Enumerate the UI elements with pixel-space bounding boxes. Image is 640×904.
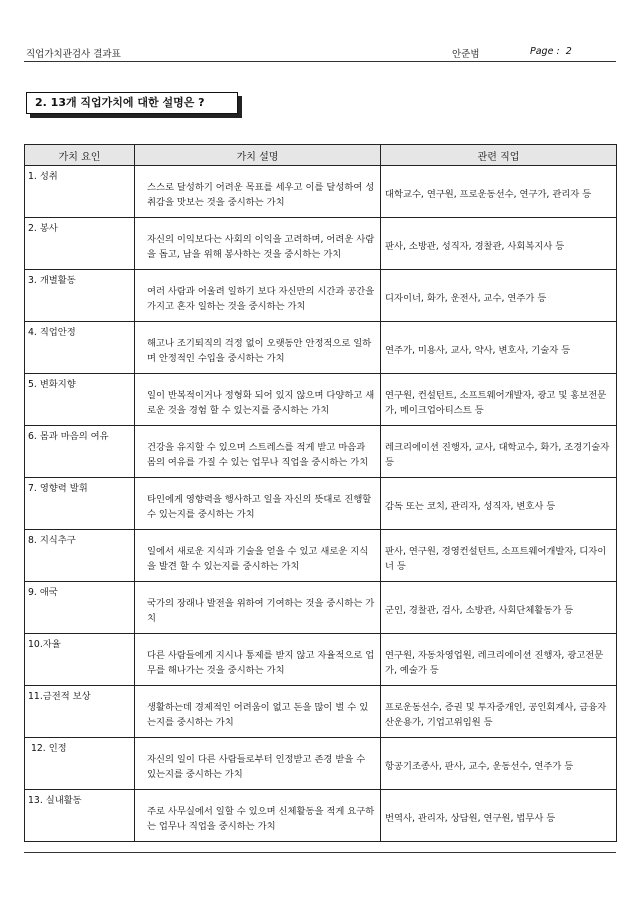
footer-divider bbox=[24, 852, 616, 853]
value-factor: 12. 인정 bbox=[25, 738, 135, 790]
table-row bbox=[25, 582, 617, 634]
value-factor: 4. 직업안정 bbox=[25, 322, 135, 374]
value-description: 자신의 이익보다는 사회의 이익을 고려하며, 어려운 사람을 돕고, 남을 위해 봉사하는 것을 중시하는 가치 bbox=[135, 218, 381, 270]
table-row bbox=[25, 322, 617, 374]
value-factor: 3. 개별활동 bbox=[25, 270, 135, 322]
value-description: 국가의 장래나 발전을 위하여 기여하는 것을 중시하는 가치 bbox=[135, 582, 381, 634]
related-jobs: 대학교수, 연구원, 프로운동선수, 연구가, 관리자 등 bbox=[381, 166, 617, 218]
table-row bbox=[25, 218, 617, 270]
values-table bbox=[24, 144, 617, 842]
value-description: 생활하는데 경제적인 어려움이 없고 돈을 많이 벌 수 있는지를 중시하는 가치 bbox=[135, 686, 381, 738]
column-header-description: 가치 설명 bbox=[135, 145, 381, 166]
column-header-jobs: 관련 직업 bbox=[381, 145, 617, 166]
table-row bbox=[25, 374, 617, 426]
value-description: 해고나 조기퇴직의 걱정 없이 오랫동안 안정적으로 일하며 안정적인 수입을 중시하는 가치 bbox=[135, 322, 381, 374]
table-row bbox=[25, 738, 617, 790]
related-jobs: 감독 또는 코치, 관리자, 성직자, 변호사 등 bbox=[381, 478, 617, 530]
value-factor: 10.자율 bbox=[25, 634, 135, 686]
value-description: 주로 사무실에서 일할 수 있으며 신체활동을 적게 요구하는 업무나 직업을 중시하는 가치 bbox=[135, 790, 381, 842]
value-factor: 13. 실내활동 bbox=[25, 790, 135, 842]
table-row bbox=[25, 478, 617, 530]
value-factor: 1. 성취 bbox=[25, 166, 135, 218]
value-description: 일이 반복적이거나 정형화 되어 있지 않으며 다양하고 새로운 것을 경험 할 수 있는지를 중시하는 가치 bbox=[135, 374, 381, 426]
page-label: Page : bbox=[530, 46, 560, 57]
related-jobs: 판사, 연구원, 경영컨설턴트, 소프트웨어개발자, 디자이너 등 bbox=[381, 530, 617, 582]
page-indicator bbox=[530, 46, 572, 57]
table-row bbox=[25, 634, 617, 686]
related-jobs: 연주가, 미용사, 교사, 약사, 변호사, 기술자 등 bbox=[381, 322, 617, 374]
table-row bbox=[25, 790, 617, 842]
related-jobs: 연구원, 컨설턴트, 소프트웨어개발자, 광고 및 홍보전문가, 메이크업아티스트 등 bbox=[381, 374, 617, 426]
value-factor: 8. 지식추구 bbox=[25, 530, 135, 582]
table-row bbox=[25, 530, 617, 582]
column-header-factor: 가치 요인 bbox=[25, 145, 135, 166]
header-divider bbox=[24, 61, 616, 62]
section-title: 2. 13개 직업가치에 대한 설명은 ? bbox=[26, 92, 238, 114]
table-row bbox=[25, 270, 617, 322]
related-jobs: 디자이너, 화가, 운전사, 교수, 연주가 등 bbox=[381, 270, 617, 322]
related-jobs: 레크리에이션 진행자, 교사, 대학교수, 화가, 조경기술자 등 bbox=[381, 426, 617, 478]
value-description: 스스로 달성하기 어려운 목표를 세우고 이를 달성하여 성취감을 맛보는 것을 중시하는 가치 bbox=[135, 166, 381, 218]
related-jobs: 판사, 소방관, 성직자, 경찰관, 사회복지사 등 bbox=[381, 218, 617, 270]
value-description: 자신의 일이 다른 사람들로부터 인정받고 존경 받을 수 있는지를 중시하는 가치 bbox=[135, 738, 381, 790]
related-jobs: 프로운동선수, 증권 및 투자중개인, 공인회계사, 금융자산운용가, 기업고위임원 등 bbox=[381, 686, 617, 738]
table-row bbox=[25, 166, 617, 218]
related-jobs: 번역사, 관리자, 상담원, 연구원, 법무사 등 bbox=[381, 790, 617, 842]
related-jobs: 연구원, 자동차영업원, 레크리에이션 진행자, 광고전문가, 예술가 등 bbox=[381, 634, 617, 686]
value-factor: 9. 애국 bbox=[25, 582, 135, 634]
table-row bbox=[25, 686, 617, 738]
value-factor: 5. 변화지향 bbox=[25, 374, 135, 426]
value-description: 건강을 유지할 수 있으며 스트레스를 적게 받고 마음과 몸의 여유를 가질 수 있는 업무나 직업을 중시하는 가치 bbox=[135, 426, 381, 478]
related-jobs: 항공기조종사, 판사, 교수, 운동선수, 연주가 등 bbox=[381, 738, 617, 790]
page-number: 2 bbox=[565, 46, 572, 57]
value-description: 여러 사람과 어울려 일하기 보다 자신만의 시간과 공간을 가지고 혼자 일하는 것을 중시하는 가치 bbox=[135, 270, 381, 322]
value-description: 일에서 새로운 지식과 기술을 얻을 수 있고 새로운 지식을 발견 할 수 있는지를 중시하는 가치 bbox=[135, 530, 381, 582]
value-factor: 6. 몸과 마음의 여유 bbox=[25, 426, 135, 478]
value-factor: 7. 영향력 발휘 bbox=[25, 478, 135, 530]
value-factor: 2. 봉사 bbox=[25, 218, 135, 270]
value-description: 다른 사람들에게 지시나 통제를 받지 않고 자율적으로 업무를 해나가는 것을 중시하는 가치 bbox=[135, 634, 381, 686]
value-description: 타인에게 영향력을 행사하고 일을 자신의 뜻대로 진행할 수 있는지를 중시하는 가치 bbox=[135, 478, 381, 530]
table-header-row bbox=[25, 145, 617, 166]
person-name: 안준범 bbox=[452, 49, 480, 60]
value-factor: 11.금전적 보상 bbox=[25, 686, 135, 738]
document-title: 직업가치관검사 결과표 bbox=[26, 49, 121, 60]
related-jobs: 군인, 경찰관, 검사, 소방관, 사회단체활동가 등 bbox=[381, 582, 617, 634]
table-row bbox=[25, 426, 617, 478]
